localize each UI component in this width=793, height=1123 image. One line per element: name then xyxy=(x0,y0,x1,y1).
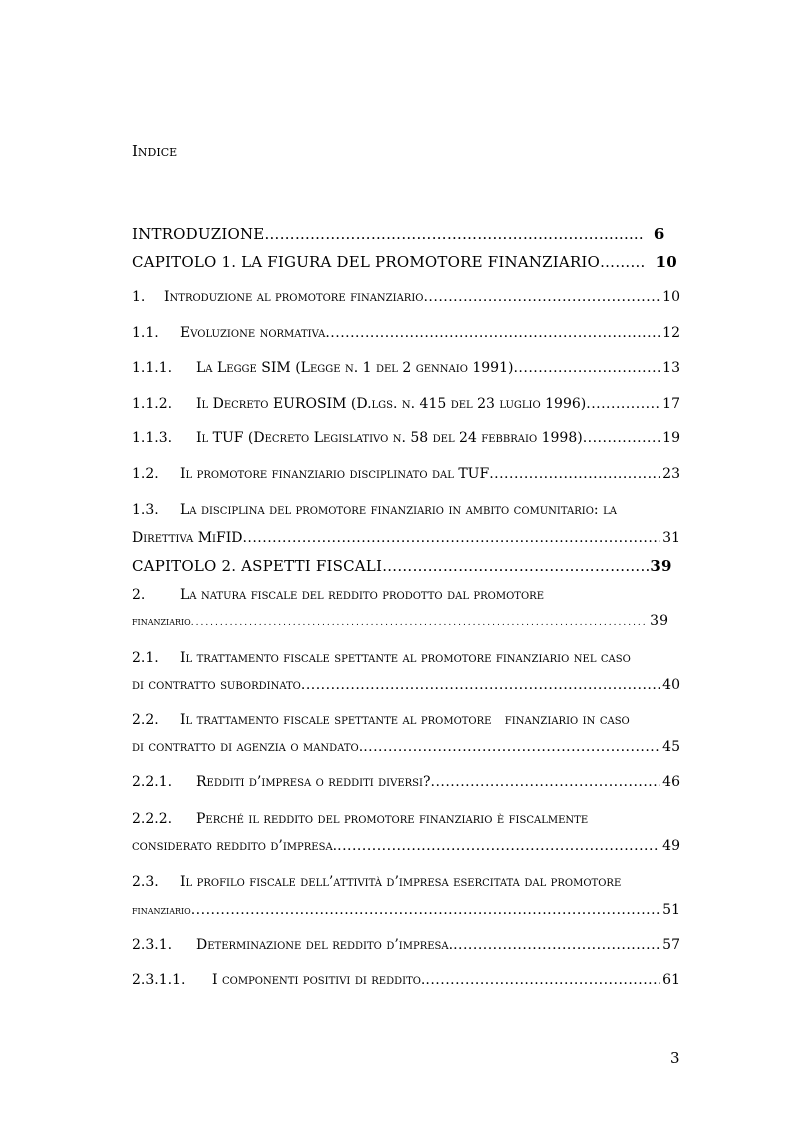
entry-title: Evoluzione normativa xyxy=(180,325,326,341)
toc-entry-2-2-2[interactable] xyxy=(132,811,588,827)
entry-title: Perché il reddito del promotore finanziario è fiscalmente xyxy=(196,811,589,827)
entry-number: 2.2.2. xyxy=(132,811,173,827)
entry-title: Il promotore finanziario disciplinato dal TUF xyxy=(180,466,490,482)
toc-entry-1-1-1[interactable] xyxy=(132,360,680,376)
entry-number: 1.1.1. xyxy=(132,360,173,376)
entry-page: 10 xyxy=(662,289,680,305)
toc-entry-2-1[interactable] xyxy=(132,650,631,666)
toc-chapter-1[interactable] xyxy=(132,253,677,271)
entry-number: 1.3. xyxy=(132,502,159,518)
entry-title: Il profilo fiscale dell’attività d’impresa esercitata dal promotore xyxy=(180,874,622,890)
entry-page: 40 xyxy=(662,677,680,693)
toc-entry-1-1-3[interactable] xyxy=(132,430,680,446)
entry-page: 17 xyxy=(662,396,680,412)
entry-number: 2.1. xyxy=(132,650,159,666)
leader-dots xyxy=(425,972,660,988)
toc-entry-2-3[interactable] xyxy=(132,874,621,890)
entry-title: Il trattamento fiscale spettante al promotore finanziario nel caso xyxy=(180,650,631,666)
entry-number: 2.3.1. xyxy=(132,937,173,953)
entry-number: 2.2. xyxy=(132,712,159,728)
toc-entry-2-1-cont[interactable] xyxy=(132,677,680,693)
leader-dots xyxy=(191,902,660,918)
entry-page: 46 xyxy=(662,774,680,790)
leader-dots xyxy=(423,289,660,305)
entry-page: 51 xyxy=(662,902,680,918)
toc-entry-1-1[interactable] xyxy=(132,325,680,341)
entry-title: La natura fiscale del reddito prodotto dal promotore xyxy=(180,587,545,603)
chapter-label: INTRODUZIONE……………………………………………………………...... xyxy=(132,225,644,243)
toc-entry-1-1-2[interactable] xyxy=(132,396,680,412)
entry-number: 2.3. xyxy=(132,874,159,890)
leader-dots xyxy=(513,360,660,376)
entry-page: 61 xyxy=(662,972,680,988)
leader-dots xyxy=(191,618,648,628)
leader-dots xyxy=(337,838,660,854)
toc-entry-1-3[interactable] xyxy=(132,502,617,518)
chapter-label: CAPITOLO 2. ASPETTI FISCALI…………………………………………….. xyxy=(132,557,651,575)
entry-page: 13 xyxy=(662,360,680,376)
entry-title: Redditi d’impresa o redditi diversi? xyxy=(196,774,431,790)
entry-number: 1.1. xyxy=(132,325,159,341)
toc-entry-1[interactable] xyxy=(132,289,680,305)
toc-entry-2[interactable] xyxy=(132,587,544,603)
entry-number: 2.2.1. xyxy=(132,774,173,790)
entry-page: 39 xyxy=(650,613,668,629)
entry-title-cont: considerato reddito d’impresa. xyxy=(132,838,338,854)
entry-title: Determinazione del reddito d’impresa. xyxy=(196,937,454,953)
entry-number: 1.1.2. xyxy=(132,396,173,412)
chapter-page: 6 xyxy=(653,225,665,243)
toc-entry-2-3-1[interactable] xyxy=(132,937,680,953)
toc-entry-1-3-cont[interactable] xyxy=(132,530,680,546)
entry-title: I componenti positivi di reddito. xyxy=(212,972,426,988)
entry-number: 1.1.3. xyxy=(132,430,173,446)
leader-dots xyxy=(583,430,660,446)
entry-title: Il Decreto EUROSIM (D.lgs. n. 415 del 23 luglio 1996) xyxy=(196,396,587,412)
entry-page: 12 xyxy=(662,325,680,341)
entry-title: La disciplina del promotore finanziario in ambito comunitario: la xyxy=(180,502,617,518)
entry-page: 57 xyxy=(662,937,680,953)
index-title: Indice xyxy=(132,142,178,160)
entry-page: 23 xyxy=(662,466,680,482)
entry-number: 1. xyxy=(132,289,146,305)
chapter-page: 10 xyxy=(655,253,677,271)
leader-dots xyxy=(242,530,660,546)
entry-title-cont: finanziario xyxy=(132,903,191,917)
entry-page: 19 xyxy=(662,430,680,446)
toc-entry-2-cont[interactable] xyxy=(132,613,668,629)
toc-entry-2-2-2-cont[interactable] xyxy=(132,838,680,854)
entry-page: 31 xyxy=(662,530,680,546)
entry-title: Introduzione al promotore finanziario xyxy=(164,289,424,305)
chapter-label: CAPITOLO 1. LA FIGURA DEL PROMOTORE FINANZIARIO……… xyxy=(132,253,646,271)
toc-entry-2-2-1[interactable] xyxy=(132,774,680,790)
toc-entry-2-3-cont[interactable] xyxy=(132,902,680,918)
leader-dots xyxy=(301,677,660,693)
leader-dots xyxy=(453,937,660,953)
entry-page: 49 xyxy=(662,838,680,854)
leader-dots xyxy=(586,396,660,412)
entry-title-cont: finanziario xyxy=(132,614,191,628)
toc-chapter-2[interactable] xyxy=(132,557,672,575)
entry-title-cont: di contratto subordinato xyxy=(132,677,301,693)
entry-title: Il TUF (Decreto Legislativo n. 58 del 24 febbraio 1998) xyxy=(196,430,583,446)
entry-title-cont: di contratto di agenzia o mandato. xyxy=(132,739,364,755)
toc-entry-1-2[interactable] xyxy=(132,466,680,482)
entry-number: 2. xyxy=(132,587,146,603)
entry-title: Il trattamento fiscale spettante al promotore finanziario in caso xyxy=(180,712,630,728)
chapter-page: 39 xyxy=(650,557,672,575)
toc-entry-2-2[interactable] xyxy=(132,712,630,728)
page-number: 3 xyxy=(670,1049,680,1067)
entry-title-cont: Direttiva MiFID xyxy=(132,530,243,546)
leader-dots xyxy=(431,774,661,790)
toc-entry-2-3-1-1[interactable] xyxy=(132,972,680,988)
leader-dots xyxy=(363,739,660,755)
toc-chapter-introduzione[interactable] xyxy=(132,225,664,243)
entry-number: 2.3.1.1. xyxy=(132,972,186,988)
leader-dots xyxy=(489,466,660,482)
toc-entry-2-2-cont[interactable] xyxy=(132,739,680,755)
leader-dots xyxy=(325,325,660,341)
entry-number: 1.2. xyxy=(132,466,159,482)
entry-title: La Legge SIM (Legge n. 1 del 2 gennaio 1991) xyxy=(196,360,514,376)
entry-page: 45 xyxy=(662,739,680,755)
